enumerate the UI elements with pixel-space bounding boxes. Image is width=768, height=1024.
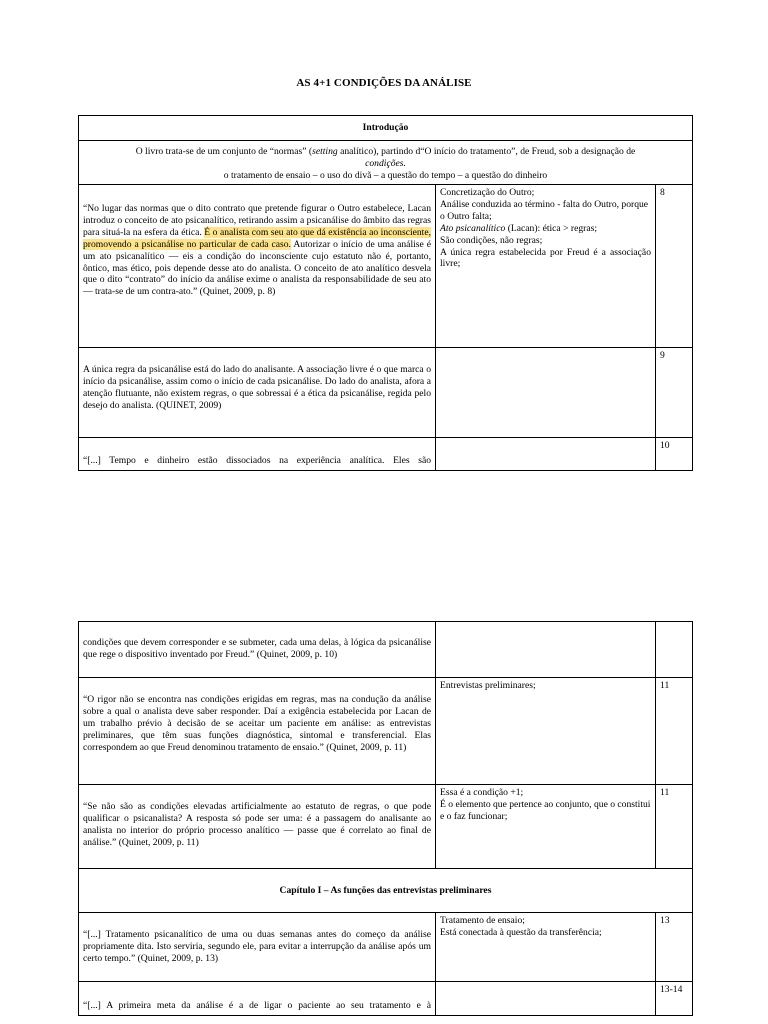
note-cell: Entrevistas preliminares;	[436, 678, 656, 785]
table-row	[79, 785, 693, 869]
quote-text: “No lugar das normas que o dito contrato que pretende figurar o Outro estabelece, Lacan introduz o conceito de ato psicanalítico, retirando assim a psicanálise do âmbito das regras para situá-la na esfera da ética.	[83, 203, 431, 238]
highlighted-text: É o analista com seu ato que dá existência ao inconsciente, promovendo a psicanálise no particular de cada caso.	[83, 226, 431, 250]
intro-text-part: analítico), partindo d“O início do tratamento”, de Freud, sob a designação de	[337, 146, 636, 157]
note-cell	[436, 982, 656, 1016]
quote-cell: “[...] A primeira meta da análise é a de ligar o paciente ao seu tratamento e à	[79, 982, 436, 1016]
page-number: 13	[656, 913, 693, 982]
note-cell	[436, 622, 656, 678]
quote-text: Autorizar o início de uma análise é um ato psicanalítico — eis a condição do inconsciente cujo estatuto não é, portanto, ôntico, mas ético, pois depende desse ato do analista. O conceito de ato analítico desvela que o dito “contrato” do início da análise exime o analista da responsabilidade de seu ato — trata-se de um contra-ato.” (Quinet, 2009, p. 8)	[83, 238, 431, 298]
intro-text-italic: setting	[312, 146, 338, 157]
quote-cell: A única regra da psicanálise está do lado do analisante. A associação livre é o que marca o início da psicanálise, assim como o início de cada psicanálise. Do lado do analista, afora a atenção flutuante, não existem regras, o que sobressai é a ética da psicanálise, regida pelo desejo do analista. (QUINET, 2009)	[79, 348, 436, 438]
note-line: Concretização do Outro;	[440, 187, 535, 198]
note-line: É o elemento que pertence ao conjunto, que o constitui e o faz funcionar;	[440, 798, 651, 822]
quote-cell	[79, 185, 436, 348]
table-row	[79, 982, 693, 1016]
note-cell	[436, 913, 656, 982]
intro-text-part: o tratamento de ensaio – o uso do divã – a questão do tempo – a questão do dinheiro	[223, 169, 548, 181]
note-cell	[436, 785, 656, 869]
intro-text-part: O livro trata-se de um conjunto de “normas” (	[135, 146, 313, 157]
section-heading: Introdução	[79, 116, 693, 141]
section-heading: Capítulo I – As funções das entrevistas preliminares	[79, 869, 693, 913]
table-row	[79, 678, 693, 785]
note-italic: Ato psicanalítico	[440, 222, 506, 234]
quote-cell: “O rigor não se encontra nas condições erigidas em regras, mas na condução da análise sobre a qual o analista deve saber responder. Daí a exigência estabelecida por Lacan de um trabalho prévio à decisão de se aceitar um paciente em análise: as entrevistas preliminares, que têm suas funções diagnóstica, sintomal e transferencial. Elas correspondem ao que Freud denominou tratamento de ensaio.” (Quinet, 2009, p. 11)	[79, 678, 436, 785]
note-line	[440, 223, 651, 235]
intro-text-italic: condições.	[365, 157, 406, 169]
note-line: A única regra estabelecida por Freud é a associação livre;	[440, 246, 651, 270]
notes-table-bottom	[78, 621, 693, 1016]
page-number: 9	[656, 348, 693, 438]
note-cell	[436, 438, 656, 471]
table-row	[79, 116, 693, 141]
note-line: Tratamento de ensaio;	[440, 915, 525, 926]
intro-text	[79, 141, 693, 185]
page-number	[656, 622, 693, 678]
table-row	[79, 438, 693, 471]
page-number: 13-14	[656, 982, 693, 1016]
note-line: Essa é a condição +1;	[440, 787, 524, 798]
page-title: AS 4+1 CONDIÇÕES DA ANÁLISE	[296, 77, 472, 89]
page-number: 11	[656, 678, 693, 785]
table-row	[79, 913, 693, 982]
quote-cell: “[...] Tempo e dinheiro estão dissociados na experiência analítica. Eles são	[79, 438, 436, 471]
table-row	[79, 185, 693, 348]
note-line: Está conectada à questão da transferência;	[440, 926, 602, 938]
page-number: 10	[656, 438, 693, 471]
notes-table-top	[78, 115, 693, 471]
quote-cell: “Se não são as condições elevadas artificialmente ao estatuto de regras, o que pode qualificar o psicanalista? A resposta só pode ser uma: é a passagem do analisante ao analista no interior do próprio processo analítico — passe que é correlato ao final de análise.” (Quinet, 2009, p. 11)	[79, 785, 436, 869]
quote-cell: “[...] Tratamento psicanalítico de uma ou duas semanas antes do começo da análise propriamente dita. Isto serviria, segundo ele, para evitar a interrupção da análise após um certo tempo.” (Quinet, 2009, p. 13)	[79, 913, 436, 982]
table-row	[79, 622, 693, 678]
table-row	[79, 348, 693, 438]
table-row	[79, 141, 693, 185]
note-text: (Lacan): ética > regras;	[505, 222, 597, 234]
page-number: 11	[656, 785, 693, 869]
table-row	[79, 869, 693, 913]
note-line: Análise conduzida ao término - falta do Outro, porque o Outro falta;	[440, 198, 649, 222]
note-cell	[436, 348, 656, 438]
page-number: 8	[656, 185, 693, 348]
note-cell	[436, 185, 656, 348]
quote-cell: condições que devem corresponder e se submeter, cada uma delas, à lógica da psicanálise que rege o dispositivo inventado por Freud.” (Quinet, 2009, p. 10)	[79, 622, 436, 678]
note-line: São condições, não regras;	[440, 234, 543, 246]
